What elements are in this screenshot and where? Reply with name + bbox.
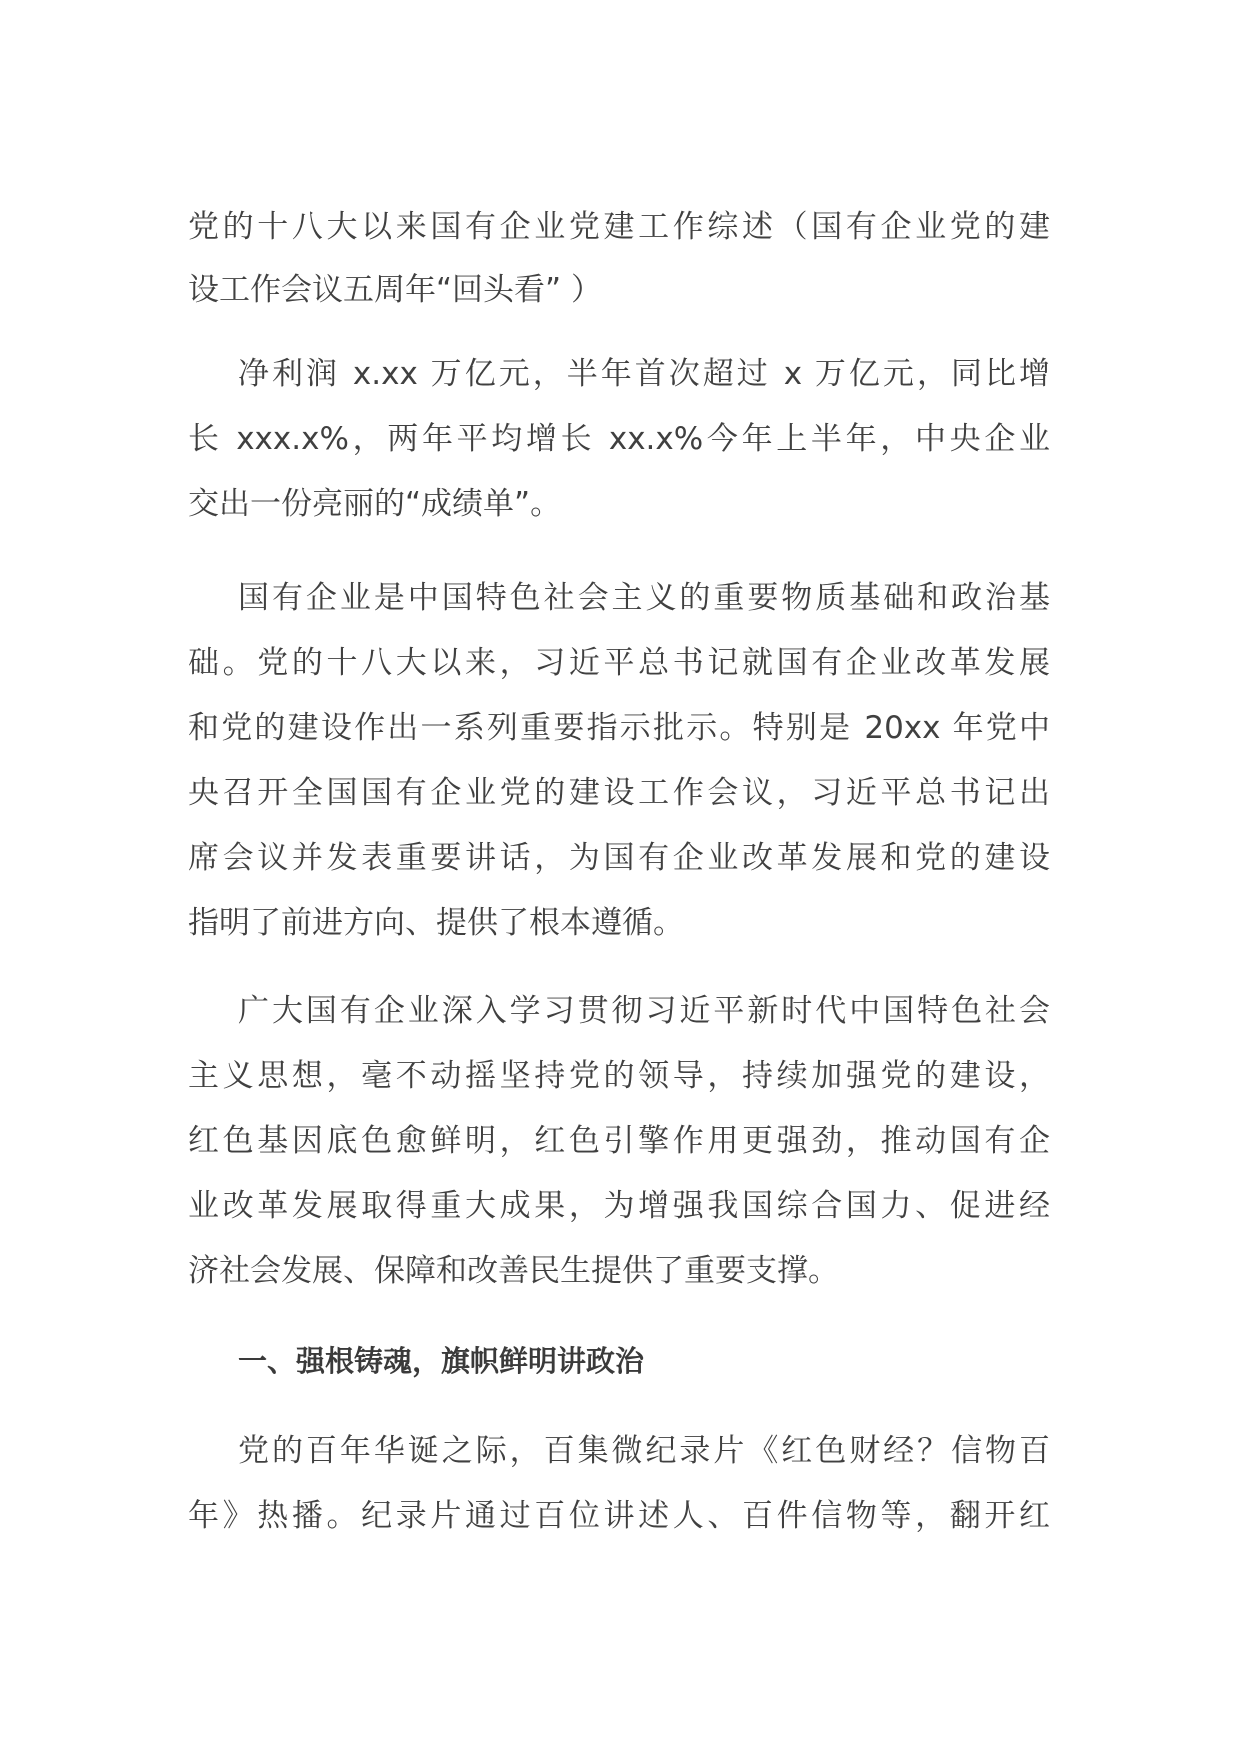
paragraph-line: 长 xxx.x%，两年平均增长 xx.x%今年上半年，中央企业 <box>188 421 1050 457</box>
section-heading: 一、强根铸魂，旗帜鲜明讲政治 <box>238 1344 645 1378</box>
document-title <box>188 196 1050 322</box>
paragraph-line: 党的百年华诞之际，百集微纪录片《红色财经？信物百 <box>238 1433 1050 1469</box>
paragraph-line: 净利润 x.xx 万亿元，半年首次超过 x 万亿元，同比增 <box>238 356 1050 392</box>
paragraph-line: 础。党的十八大以来，习近平总书记就国有企业改革发展 <box>188 645 1050 681</box>
paragraph-line: 红色基因底色愈鲜明，红色引擎作用更强劲，推动国有企 <box>188 1123 1050 1159</box>
paragraph-net-profit <box>188 342 1050 537</box>
paragraph-line: 年》热播。纪录片通过百位讲述人、百件信物等，翻开红 <box>188 1498 1050 1534</box>
paragraph-line: 席会议并发表重要讲话，为国有企业改革发展和党的建设 <box>188 840 1050 876</box>
paragraph-line: 国有企业是中国特色社会主义的重要物质基础和政治基 <box>238 580 1050 616</box>
paragraph-line: 央召开全国国有企业党的建设工作会议，习近平总书记出 <box>188 775 1050 811</box>
paragraph-soe-foundation <box>188 566 1050 956</box>
paragraph-line: 广大国有企业深入学习贯彻习近平新时代中国特色社会 <box>238 993 1050 1029</box>
paragraph-line: 业改革发展取得重大成果，为增强我国综合国力、促进经 <box>188 1188 1050 1224</box>
paragraph-soe-achievements <box>188 979 1050 1304</box>
title-line: 党的十八大以来国有企业党建工作综述（国有企业党的建 <box>188 209 1050 245</box>
paragraph-line: 济社会发展、保障和改善民生提供了重要支撑。 <box>188 1253 839 1289</box>
paragraph-line: 主义思想，毫不动摇坚持党的领导，持续加强党的建设， <box>188 1058 1050 1094</box>
paragraph-line: 和党的建设作出一系列重要指示批示。特别是 20xx 年党中 <box>188 710 1050 746</box>
title-line: 设工作会议五周年“回头看” ） <box>188 272 602 308</box>
paragraph-line: 指明了前进方向、提供了根本遵循。 <box>188 905 684 941</box>
paragraph-centenary <box>188 1419 1050 1549</box>
paragraph-line: 交出一份亮丽的“成绩单”。 <box>188 486 562 522</box>
